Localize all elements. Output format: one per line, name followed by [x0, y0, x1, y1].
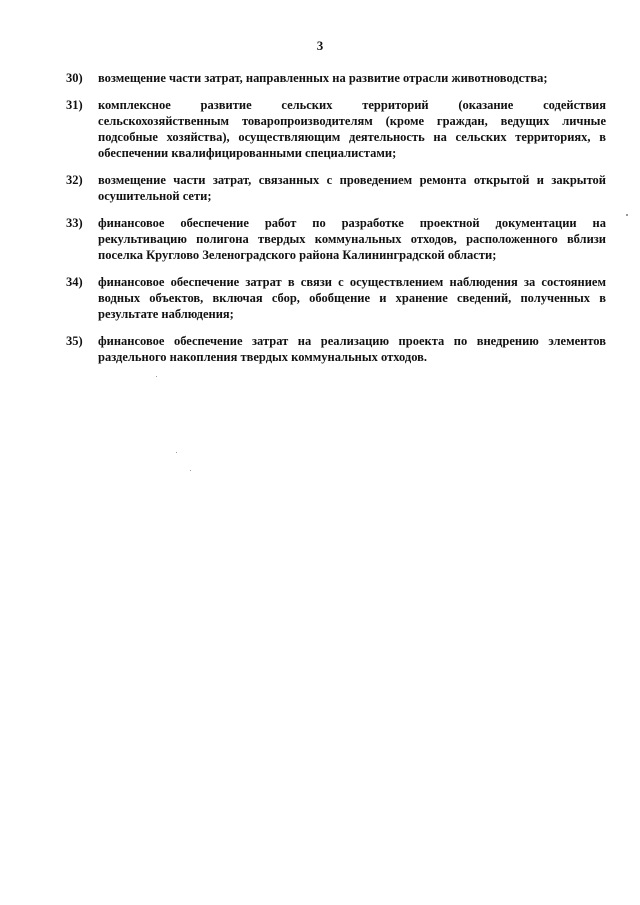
page-number: 3 — [316, 38, 324, 53]
list-item-text: возмещение части затрат, связанных с проведением ремонта открытой и закрытой осушительной сети; — [98, 173, 606, 203]
list-item — [66, 70, 606, 86]
list-item-text: финансовое обеспечение работ по разработке проектной документации на рекультивацию полигона твердых коммунальных отходов, расположенного вблизи поселка Круглово Зеленоградского района Калининградской области; — [98, 216, 606, 262]
list-item — [66, 97, 606, 161]
scan-speck — [190, 470, 191, 471]
list-item-number: 30) — [66, 71, 83, 85]
list-item-text: комплексное развитие сельских территорий (оказание содействия сельскохозяйственным товаропроизводителям (кроме граждан, ведущих личные подсобные хозяйства), осуществляющим деятельность на сельских территориях, в обеспечении квалифицированными специалистами; — [98, 98, 606, 160]
list-item-number: 35) — [66, 334, 83, 348]
list-item-text: финансовое обеспечение затрат в связи с осуществлением наблюдения за состоянием водных объектов, включая сбор, обобщение и хранение сведений, полученных в результате наблюдения; — [98, 275, 606, 321]
numbered-list — [66, 70, 606, 376]
scan-speck — [626, 214, 628, 216]
list-item-number: 33) — [66, 216, 83, 230]
scan-speck — [176, 452, 177, 453]
list-item-text: финансовое обеспечение затрат на реализацию проекта по внедрению элементов раздельного накопления твердых коммунальных отходов. — [98, 334, 606, 364]
list-item-number: 32) — [66, 173, 83, 187]
list-item-number: 31) — [66, 98, 83, 112]
list-item-number: 34) — [66, 275, 83, 289]
scan-speck — [156, 376, 157, 377]
list-item — [66, 215, 606, 263]
list-item — [66, 333, 606, 365]
list-item — [66, 172, 606, 204]
list-item — [66, 274, 606, 322]
list-item-text: возмещение части затрат, направленных на развитие отрасли животноводства; — [98, 71, 548, 85]
